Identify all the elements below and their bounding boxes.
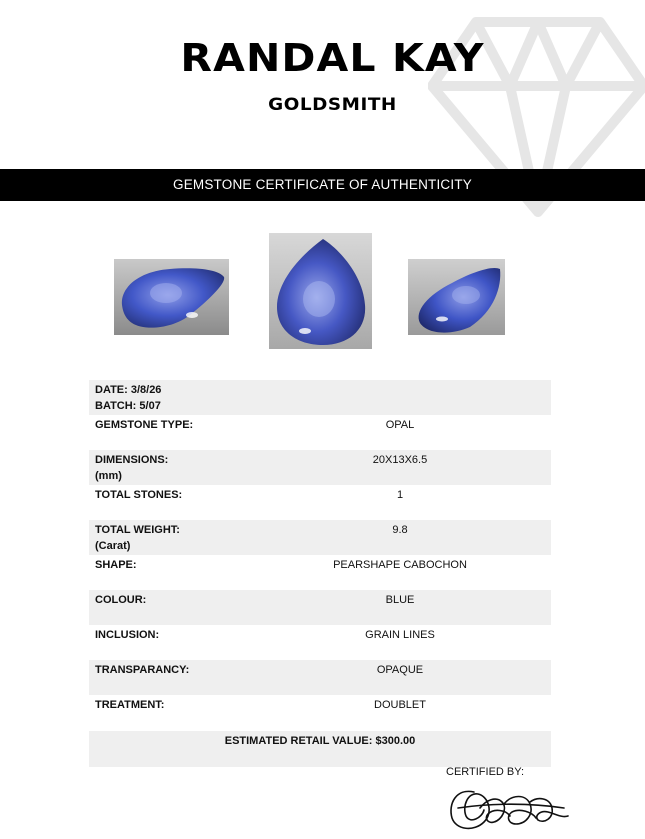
transparancy-label: TRANSPARANCY: <box>95 664 190 676</box>
gemstone-type-value: OPAL <box>385 419 415 431</box>
treatment-label: TREATMENT: <box>95 699 165 711</box>
signature-icon <box>444 778 574 834</box>
batch-label: BATCH: 5/07 <box>95 400 161 412</box>
dimensions-value: 20X13X6.5 <box>372 454 428 466</box>
treatment-value: DOUBLET <box>374 699 426 711</box>
total-weight-value: 9.8 <box>392 524 408 536</box>
table-row <box>89 660 551 695</box>
table-row <box>89 450 551 485</box>
transparancy-value: OPAQUE <box>376 664 424 676</box>
table-row <box>89 625 551 660</box>
table-row <box>89 485 551 520</box>
colour-label: COLOUR: <box>95 594 147 606</box>
estimated-retail-value: ESTIMATED RETAIL VALUE: $300.00 <box>224 735 416 747</box>
inclusion-label: INCLUSION: <box>95 629 160 641</box>
opal-top-view-photo <box>269 233 372 349</box>
dimensions-label: DIMENSIONS: (mm) <box>95 454 169 482</box>
date-batch-row <box>89 380 551 415</box>
shape-label: SHAPE: <box>95 559 137 571</box>
table-row <box>89 415 551 450</box>
table-row <box>89 520 551 555</box>
colour-value: BLUE <box>385 594 415 606</box>
gemstone-type-label: GEMSTONE TYPE: <box>95 419 194 431</box>
opal-angle-view-photo <box>408 259 505 335</box>
brand-subtitle: GOLDSMITH <box>268 95 397 115</box>
opal-side-view-photo <box>114 259 229 335</box>
total-stones-value: 1 <box>396 489 404 501</box>
certificate-title-banner: GEMSTONE CERTIFICATE OF AUTHENTICITY <box>0 169 645 201</box>
estimated-value-row <box>89 731 551 767</box>
shape-value: PEARSHAPE CABOCHON <box>333 559 467 571</box>
certified-by-label: CERTIFIED BY: <box>446 766 525 778</box>
date-label: DATE: 3/8/26 <box>95 384 162 396</box>
gemstone-details-table <box>89 380 551 730</box>
total-weight-label: TOTAL WEIGHT: (Carat) <box>95 524 180 552</box>
table-row <box>89 590 551 625</box>
table-row <box>89 695 551 730</box>
brand-name: RANDAL KAY <box>180 36 485 80</box>
inclusion-value: GRAIN LINES <box>365 629 435 641</box>
total-stones-label: TOTAL STONES: <box>95 489 183 501</box>
table-row <box>89 555 551 590</box>
